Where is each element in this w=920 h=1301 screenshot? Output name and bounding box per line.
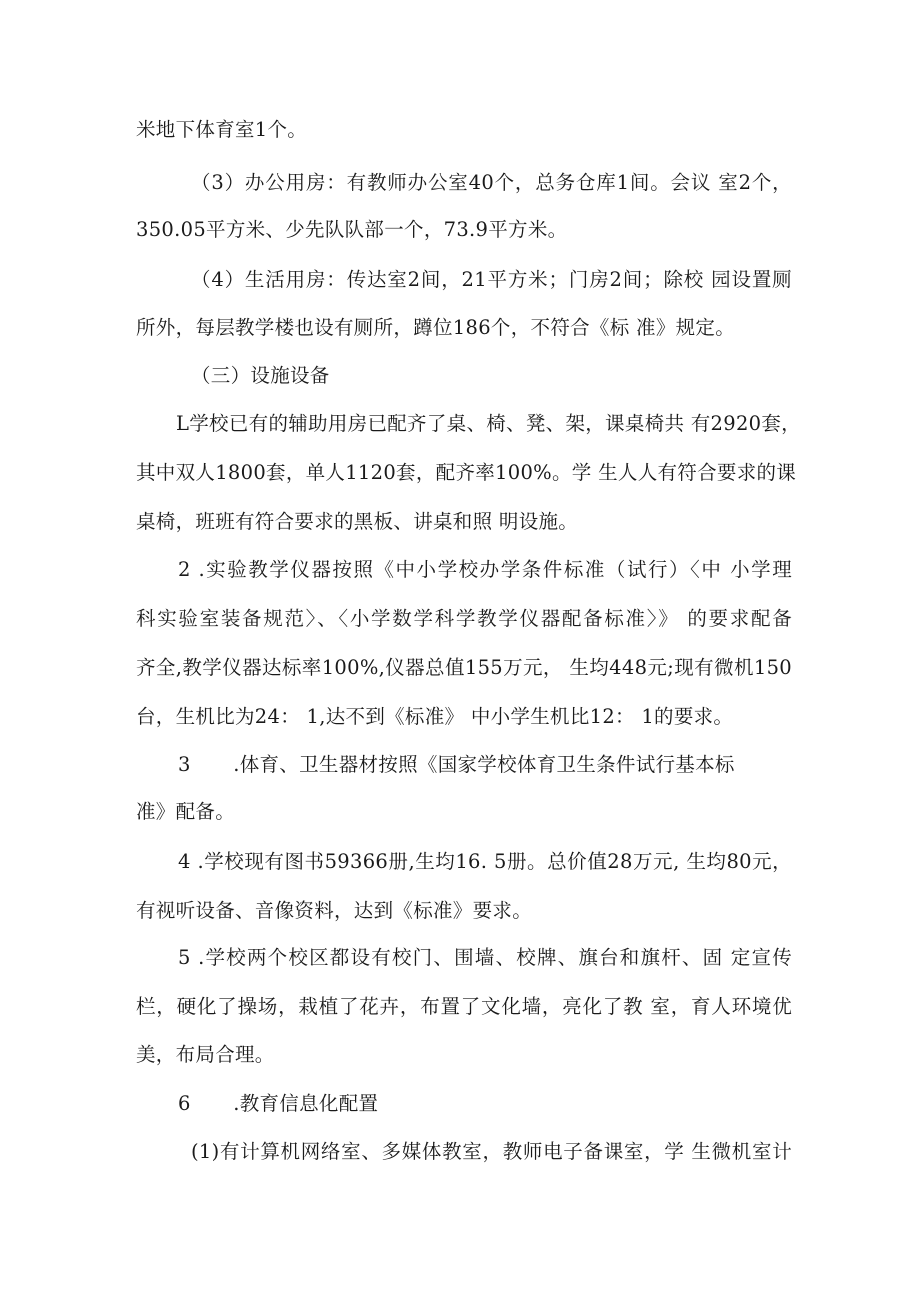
section-heading: （三）设施设备 xyxy=(191,364,330,387)
text-line: 台，生机比为24： 1,达不到《标准》 中小学生机比12： 1的要求。 xyxy=(136,705,734,728)
text-line: 米地下体育室1个。 xyxy=(136,118,308,141)
text-line: L学校已有的辅助用房已配齐了桌、椅、凳、架，课桌椅共 有2920套， xyxy=(176,412,801,435)
text-line: 准》配备。 xyxy=(136,800,236,823)
text-line: （3）办公用房：有教师办公室40个，总务仓库1间。会议 室2个， xyxy=(191,171,792,194)
text-line: 3 .体育、卫生器材按照《国家学校体育卫生条件试行基本标 xyxy=(178,753,735,776)
text-line: 栏，硬化了操场，栽植了花卉，布置了文化墙，亮化了教 室，育人环境优 xyxy=(136,995,792,1018)
text-line: 350.05平方米、少先队队部一个，73.9平方米。 xyxy=(136,218,568,241)
text-line: 齐全,教学仪器达标率100%,仪器总值155万元， 生均448元;现有微机150 xyxy=(136,656,792,679)
text-line: 其中双人1800套，单人1120套，配齐率100%。学 生人人有符合要求的课 xyxy=(136,461,797,484)
text-line: (1)有计算机网络室、多媒体教室，教师电子备课室，学 生微机室计 xyxy=(191,1140,792,1163)
text-line: 所外，每层教学楼也设有厕所，蹲位186个，不符合《标 准》规定。 xyxy=(136,316,736,339)
text-line: 5 .学校两个校区都设有校门、围墙、校牌、旗台和旗杆、固 定宣传 xyxy=(178,946,792,969)
text-line: 科实验室装备规范〉、〈小学数学科学教学仪器配备标准〉》 的要求配备 xyxy=(136,607,792,630)
text-line: 2 .实验教学仪器按照《中小学校办学条件标准（试行）〈中 小学理 xyxy=(178,558,792,581)
section-heading: 6 .教育信息化配置 xyxy=(178,1092,379,1115)
text-line: （4）生活用房：传达室2间，21平方米；门房2间；除校 园设置厕 xyxy=(191,268,792,291)
text-line: 有视听设备、音像资料，达到《标准》要求。 xyxy=(136,899,533,922)
text-line: 4 .学校现有图书59366册,生均16. 5册。总价值28万元, 生均80元， xyxy=(178,850,792,873)
text-line: 美，布局合理。 xyxy=(136,1043,275,1066)
text-line: 桌椅，班班有符合要求的黑板、讲桌和照 明设施。 xyxy=(136,510,579,533)
